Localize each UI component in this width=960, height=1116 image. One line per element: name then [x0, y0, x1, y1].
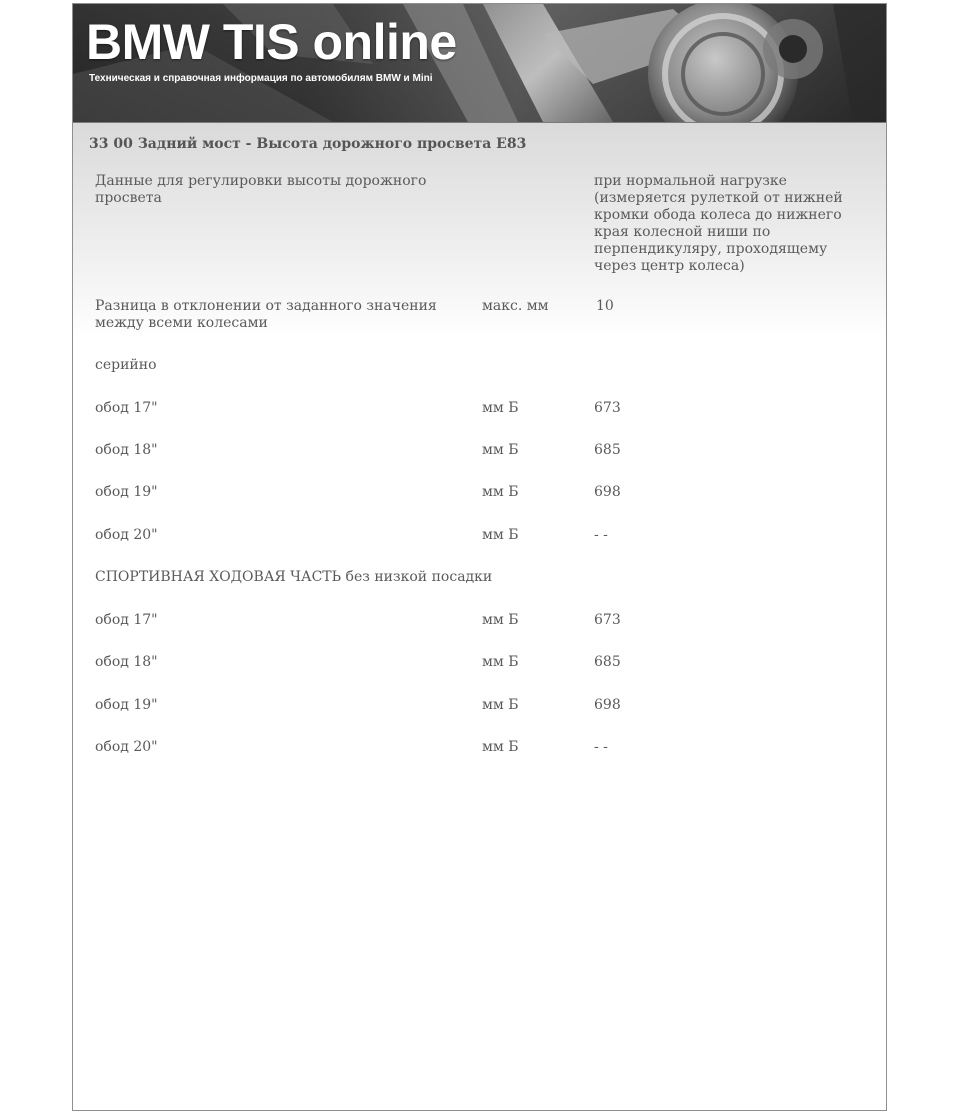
section-title-standard: серийно — [95, 357, 157, 373]
sport-row-unit: мм Б — [482, 612, 519, 628]
standard-row-label: обод 19" — [95, 484, 158, 500]
standard-row-unit: мм Б — [482, 442, 519, 458]
sport-row-label: обод 19" — [95, 697, 158, 713]
standard-row-value: 698 — [594, 484, 621, 500]
sport-row-value: 673 — [594, 612, 621, 628]
sport-row-unit: мм Б — [482, 697, 519, 713]
standard-row-unit: мм Б — [482, 400, 519, 416]
standard-row-unit: мм Б — [482, 527, 519, 543]
sport-row-label: обод 20" — [95, 739, 158, 755]
standard-row-label: обод 17" — [95, 400, 158, 416]
header-banner — [73, 4, 886, 123]
tolerance-label: Разница в отклонении от заданного значения между всеми колесами — [95, 298, 437, 331]
sport-row-label: обод 17" — [95, 612, 158, 628]
standard-row-value: 685 — [594, 442, 621, 458]
standard-row-value: - - — [594, 527, 608, 543]
content-area — [73, 123, 886, 1111]
sport-row-label: обод 18" — [95, 654, 158, 670]
document-title: 33 00 Задний мост - Высота дорожного просвета Е83 — [89, 136, 527, 152]
sport-row-value: 698 — [594, 697, 621, 713]
standard-row-label: обод 20" — [95, 527, 158, 543]
standard-row-unit: мм Б — [482, 484, 519, 500]
standard-row-label: обод 18" — [95, 442, 158, 458]
tolerance-unit: макс. мм — [482, 298, 549, 314]
document-page — [72, 3, 887, 1111]
intro-label: Данные для регулировки высоты дорожного просвета — [95, 173, 427, 206]
site-subtitle: Техническая и справочная информация по автомобилям BMW и Mini — [89, 73, 433, 84]
sport-row-value: - - — [594, 739, 608, 755]
intro-condition: при нормальной нагрузке (измеряется рулеткой от нижней кромки обода колеса до нижнего края колесной ниши по перпендикуляру, проходящему через центр колеса) — [594, 173, 843, 274]
sport-row-unit: мм Б — [482, 739, 519, 755]
site-title: BMW TIS online — [86, 14, 457, 70]
sport-row-value: 685 — [594, 654, 621, 670]
standard-row-value: 673 — [594, 400, 621, 416]
sport-row-unit: мм Б — [482, 654, 519, 670]
tolerance-value: 10 — [596, 298, 614, 314]
section-title-sport: СПОРТИВНАЯ ХОДОВАЯ ЧАСТЬ без низкой посадки — [95, 569, 493, 585]
